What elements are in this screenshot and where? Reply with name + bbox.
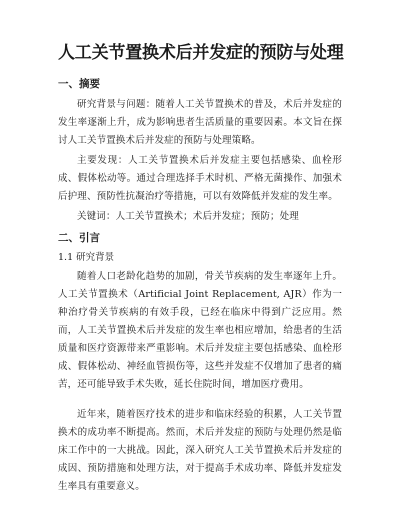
- abstract-background-paragraph: 研究背景与问题：随着人工关节置换术的普及，术后并发症的发生率逐渐上升，成为影响患者生活质量的重要因素。本文旨在探讨人工关节置换术后并发症的预防与处理策略。: [58, 99, 342, 146]
- intro-paragraph-1: 随着人口老龄化趋势的加剧，骨关节疾病的发生率逐年上升。人工关节置换术（Artificial Joint Replacement, AJR）作为一种治疗骨关节疾病的有效手段，已经在临床中得到广泛应用。然而，人工关节置换术后并发症的发生率也相应增加，给患者的生活质量和医疗资源带来严重影响。术后并发症主要包括感染、血栓形成、假体松动、神经血管损伤等，这些并发症不仅增加了患者的痛苦，还可能导致手术失败，延长住院时间，增加医疗费用。: [58, 271, 342, 390]
- section-heading-introduction: 二、引言: [58, 232, 100, 244]
- subsection-heading-background: 1.1 研究背景: [58, 252, 115, 263]
- document-title: 人工关节置换术后并发症的预防与处理: [58, 43, 344, 63]
- abstract-findings-paragraph: 主要发现：人工关节置换术后并发症主要包括感染、血栓形成、假体松动等。通过合理选择手术时机、严格无菌操作、加强术后护理、预防性抗凝治疗等措施，可以有效降低并发症的发生率。: [58, 155, 342, 202]
- intro-paragraph-2: 近年来，随着医疗技术的进步和临床经验的积累，人工关节置换术的成功率不断提高。然而，术后并发症的预防与处理仍然是临床工作中的一大挑战。因此，深入研究人工关节置换术后并发症的成因、预防措施和处理方法，对于提高手术成功率、降低并发症发生率具有重要意义。: [58, 409, 342, 492]
- section-heading-abstract: 一、摘要: [58, 78, 100, 90]
- keywords-paragraph: 关键词：人工关节置换术；术后并发症；预防；处理: [77, 211, 299, 222]
